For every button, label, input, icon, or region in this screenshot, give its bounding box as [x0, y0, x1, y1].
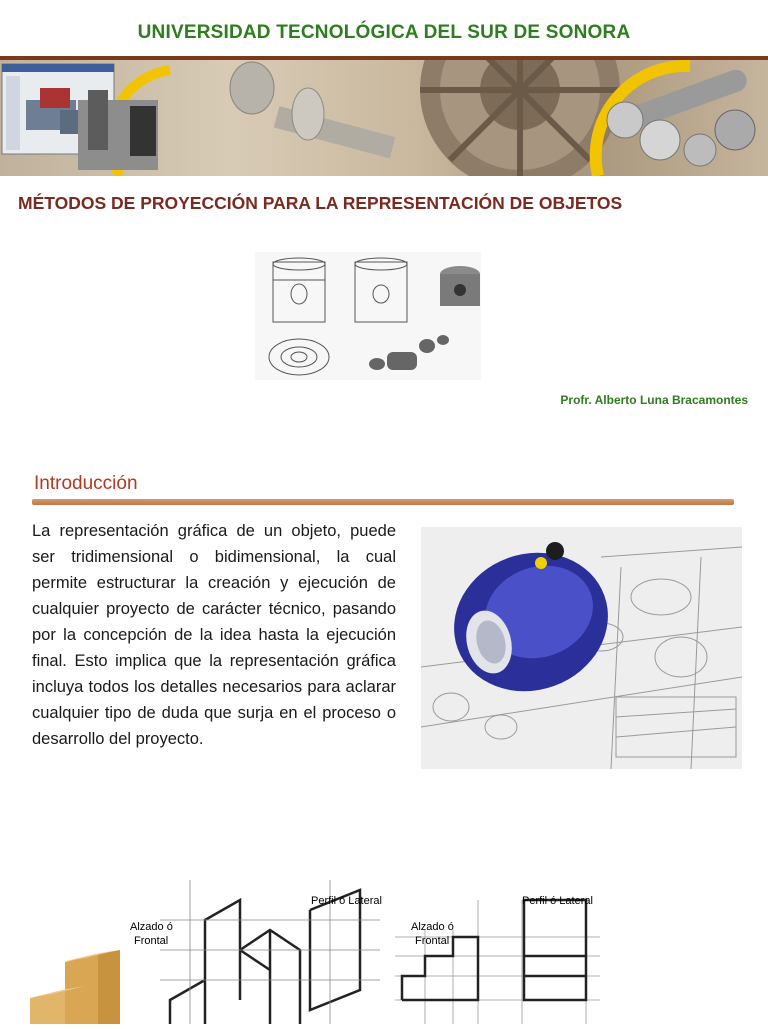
projection-diagram	[0, 880, 768, 1024]
section-heading-introduccion: Introducción	[34, 473, 138, 494]
piston-drawing-illustration	[255, 252, 481, 380]
wooden-stairs-illustration	[30, 950, 120, 1024]
section-divider	[32, 499, 734, 505]
iso-front-label-line2: Frontal	[134, 935, 169, 947]
side-view	[524, 900, 586, 1000]
iso-front-label-line1: Alzado ó	[130, 921, 173, 933]
intro-paragraph: La representación gráfica de un objeto, puede ser tridimensional o bidimensional, la cual permite estructurar la creación y ejecución de cualquier proyecto de carácter técnico, pasando por la concepción de la idea hasta la ejecución final. Esto implica que la representación gráfica incluya todos los detalles necesarios para aclarar cualquier tipo de duda que surja en el proceso o desarrollo del proyecto.	[32, 522, 396, 748]
ortho-front-label-line1: Alzado ó	[411, 921, 454, 933]
university-title: UNIVERSIDAD TECNOLÓGICA DEL SUR DE SONORA	[137, 22, 631, 43]
cad-render-image	[421, 527, 742, 769]
piston-drawing-figure	[255, 252, 481, 380]
exploded-parts	[369, 335, 449, 370]
document-title: MÉTODOS DE PROYECCIÓN PARA LA REPRESENTACIÓN DE OBJETOS	[18, 193, 623, 213]
disc-illustration	[230, 62, 274, 114]
banner-illustration	[0, 60, 768, 176]
piston-top-view	[269, 339, 329, 375]
cad-render-illustration	[421, 527, 742, 769]
piston-section-view	[355, 262, 407, 322]
orthographic-projection	[402, 900, 586, 1000]
iso-side-label: Perfil ó Lateral	[311, 895, 382, 907]
isometric-projection	[170, 890, 360, 1024]
piston-front-view	[273, 262, 325, 322]
header-banner	[0, 56, 768, 176]
ortho-side-label: Perfil ó Lateral	[522, 895, 593, 907]
ortho-front-label-line2: Frontal	[415, 935, 450, 947]
author-credit: Profr. Alberto Luna Bracamontes	[560, 393, 748, 407]
projection-figure	[0, 880, 768, 1024]
